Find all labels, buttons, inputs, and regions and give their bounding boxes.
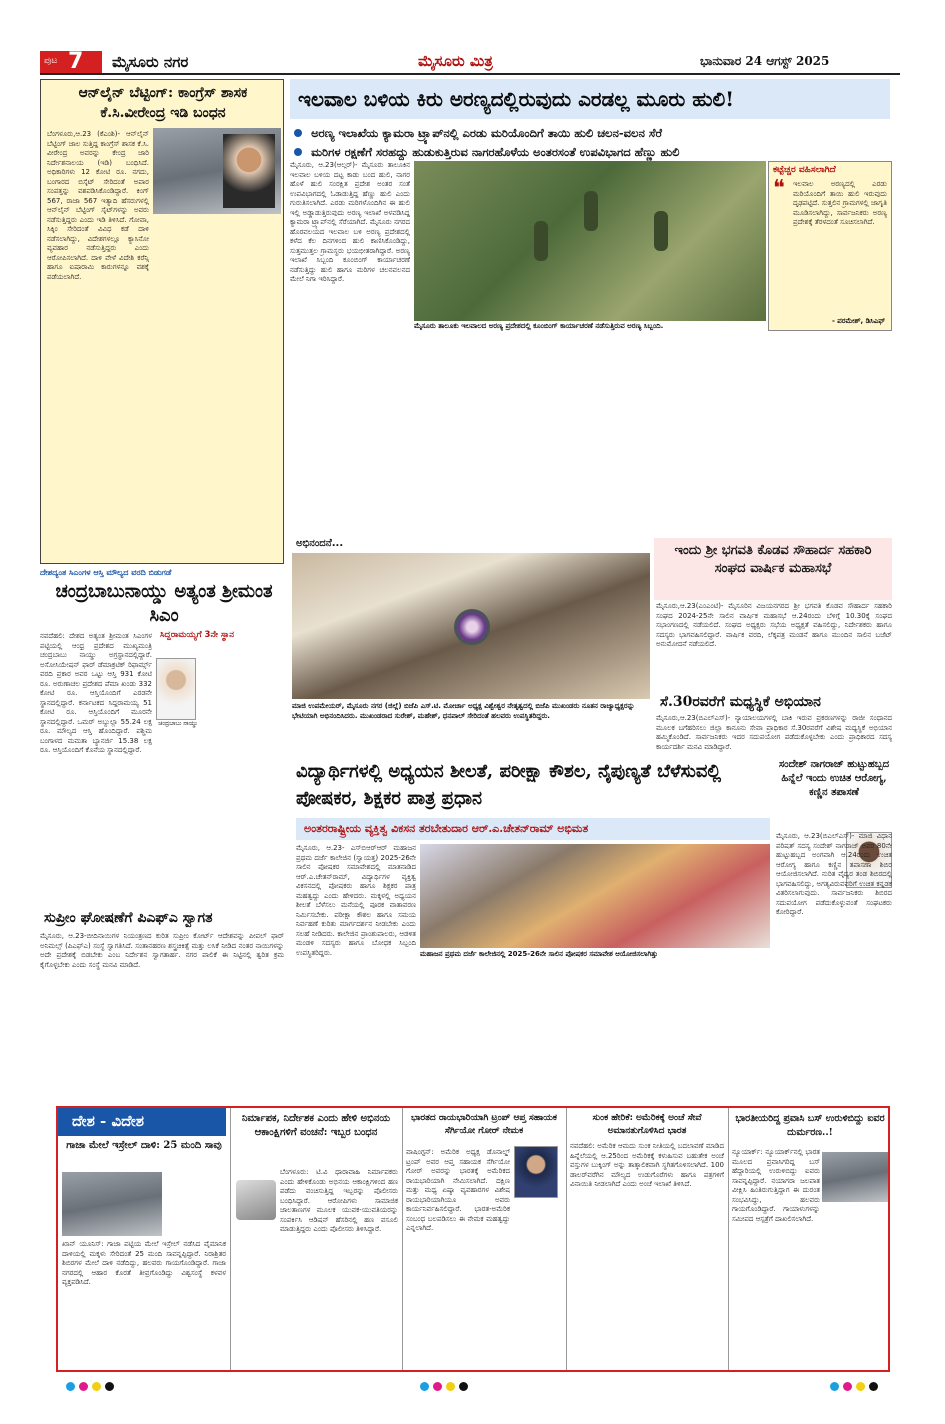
lead-body-col4 [652,333,764,531]
campaign-body: ಮೈಸೂರು,ಆ.23(ಬಿಎಲ್‌ಎಸ್)- ನ್ಯಾಯಾಲಯಗಳಲ್ಲಿ ಬಾಕಿ ಇರುವ ಪ್ರಕರಣಗಳನ್ನು ರಾಜೀ ಸಂಧಾನದ ಮೂಲಕ ಬಗೆಹರಿಸಲು ಜಿಲ್ಲಾ ಕಾನೂನು ಸೇವಾ ಪ್ರಾಧಿಕಾರ ಸೆ.30ರವರೆಗೆ ವಿಶೇಷ ಮಧ್ಯಸ್ಥಿಕೆ ಅಭಿಯಾನ ಹಮ್ಮಿಕೊಂಡಿದೆ. ಸಾರ್ವಜನಿಕರು ಇದರ ಸದುಪಯೋಗ ಪಡೆದುಕೊಳ್ಳಬೇಕು ಎಂದು ಪ್ರಾಧಿಕಾರದ ಸದಸ್ಯ ಕಾರ್ಯದರ್ಶಿ ಮನವಿ ಮಾಡಿದ್ದಾರೆ. [656,714,892,751]
nepal-body: ನ್ಯೂಯಾರ್ಕ್: ನ್ಯೂಯಾರ್ಕ್‌ನಲ್ಲಿ ಭಾರತ ಮೂಲದ ಪ್ರವಾಸಿಗರಿದ್ದ ಬಸ್ ಹೆದ್ದಾರಿಯಲ್ಲಿ ಉರುಳಿಬಿದ್ದು ಐವರು ಸಾವನ್ನಪ್ಪಿದ್ದಾರೆ. ನಯಾಗರಾ ಜಲಪಾತ ವೀಕ್ಷಿಸಿ ಹಿಂತಿರುಗುತ್ತಿದ್ದಾಗ ಈ ದುರಂತ ಸಂಭವಿಸಿದ್ದು, ಹಲವರು ಗಾಯಗೊಂಡಿದ್ದಾರೆ. ಗಾಯಾಳುಗಳನ್ನು ಸಮೀಪದ ಆಸ್ಪತ್ರೆಗೆ ದಾಖಲಿಸಲಾಗಿದೆ. [732,1148,820,1223]
page-number: 7 [68,49,84,74]
naidu-kicker: ದೇಶದ್ಯಂತ ಸಿಎಂಗಳ ಆಸ್ತಿ ಮೌಲ್ಯದ ವರದಿ ಬಿಡುಗಡೆ [40,568,172,577]
handcuff-photo [236,1180,276,1220]
cooperative-box [654,538,892,600]
postal-headline: ಸುಂಕ ಹೇರಿಕೆ: ಅಮೆರಿಕಕ್ಕೆ ಅಂಚೆ ಸೇವೆ ಅಮಾನತುಗೊಳಿಸಿದ ಭಾರತ [592,1113,702,1136]
forest-staff-figure [654,211,668,251]
world-divider [566,1108,567,1370]
lead-bullet-2: ಮರಿಗಳ ರಕ್ಷಣೆಗೆ ಸರಹದ್ದು ಹುಡುಕುತ್ತಿರುವ ನಾಗರಹೊಳೆಯ ಅಂತರಸಂತೆ ಉಪವಿಭಾಗದ ಹೆಣ್ಣು ಹುಲಿ [294,141,890,159]
bullet-icon [294,148,302,156]
students-headline: ವಿದ್ಯಾರ್ಥಿಗಳಲ್ಲಿ ಅಧ್ಯಯನ ಶೀಲತೆ, ಪರೀಕ್ಷಾ ಕೌಶಲ, ನೈಪುಣ್ಯತೆ ಬೆಳೆಸುವಲ್ಲಿ ಪೋಷಕರ, ಶಿಕ್ಷಕರ ಪಾತ್ರ ಪ್ರಧಾನ [296,761,722,809]
naidu-sub: ಸಿದ್ದರಾಮಯ್ಯಗೆ 3ನೇ ಸ್ಥಾನ [160,630,235,640]
bus-photo [822,1152,888,1202]
world-divider [402,1108,403,1370]
lead-bullet-1: ಅರಣ್ಯ ಇಲಾಖೆಯ ಕ್ಯಾಮರಾ ಟ್ರ್ಯಾಪ್‌ನಲ್ಲಿ ಎರಡು ಮರಿಯೊಂದಿಗೆ ತಾಯಿ ಹುಲಿ ಚಲನ-ವಲನ ಸೆರೆ [294,122,890,140]
lead-body-col2 [414,333,524,531]
naidu-photo [156,658,196,720]
quote-author: - ಪರಮೇಶ್, ಡಿಸಿಎಫ್ [831,317,885,325]
students-body-col3 [536,962,652,1100]
campaign-headline: ಸೆ.30ರವರೆಗೆ ಮಧ್ಯಸ್ಥಿಕೆ ಅಭಿಯಾನ [660,694,821,710]
felicitation-caption: ಮಾಜಿ ಉಪಮೇಯರ್, ಮೈಸೂರು ನಗರ (ಜಿಲ್ಲೆ) ಬಿಜೆಪಿ ಎಸ್‌.ಟಿ. ಮೋರ್ಚಾ ಅಧ್ಯಕ್ಷ ವಿಶ್ವೇಶ್ವರ ನೇತೃತ್ವದಲ್ಲಿ ಬಿಜೆಪಿ ಮುಖಂಡರು ನೂತನ ರಾಜ್ಯಾಧ್ಯಕ್ಷರನ್ನು ಭೇಟಿಯಾಗಿ ಅಭಿನಂದಿಸಿದರು. ಮುಖಂಡರಾದ ಸುರೇಶ್, ಮಹೇಶ್, ಧನಪಾಲ್ ಸೇರಿದಂತೆ ಹಲವರು ಉಪಸ್ಥಿತರಿದ್ದರು. [292,702,635,720]
forest-staff-figure [534,221,548,261]
betting-article [40,79,284,564]
pfa-headline: ಸುಪ್ರೀಂ ಘೋಷಣೆಗೆ ಪಿಎಫ್‌ಎ ಸ್ವಾಗತ [44,910,213,926]
film-headline: ನಿರ್ಮಾಪಕ, ನಿರ್ದೇಶಕ ಎಂದು ಹೇಳಿ ಅಭಿನಯ ಆಕಾಂಕ್ಷಿಗಳಿಗೆ ವಂಚನೆ: ಇಬ್ಬರ ಬಂಧನ [241,1113,391,1138]
naidu-body-cont [200,650,284,880]
world-divider [728,1108,729,1370]
betting-body-cont [153,220,279,560]
students-sub-box [296,818,770,840]
section-name: ಮೈಸೂರು ನಗರ [112,53,189,71]
gaza-body: ಖಾನ್ ಯೂನಿಸ್: ಗಾಜಾ ಪಟ್ಟಿಯ ಮೇಲೆ ಇಸ್ರೇಲ್ ನಡೆಸಿದ ವೈಮಾನಿಕ ದಾಳಿಯಲ್ಲಿ ಮಕ್ಕಳು ಸೇರಿದಂತೆ 25 ಮಂದಿ ಸಾವನ್ನಪ್ಪಿದ್ದಾರೆ. ನಿರಾಶ್ರಿತರ ಶಿಬಿರಗಳ ಮೇಲೆ ದಾಳಿ ನಡೆದಿದ್ದು, ಹಲವರು ಗಾಯಗೊಂಡಿದ್ದಾರೆ. ಗಾಜಾ ನಗರದಲ್ಲಿ ಆಹಾರ ಕೊರತೆ ತೀವ್ರಗೊಂಡಿದ್ದು ವಿಶ್ವಸಂಸ್ಥೆ ಕಳವಳ ವ್ಯಕ್ತಪಡಿಸಿದೆ. [62,1240,226,1286]
students-body: ಮೈಸೂರು, ಆ.23- ಎಸ್‌ಬಿಆರ್‌ಆರ್ ಮಹಾಜನ ಪ್ರಥಮ ದರ್ಜೆ ಕಾಲೇಜಿನ (ಸ್ವಾಯತ್ತ) 2025-26ನೇ ಸಾಲಿನ ಪೋಷಕರ ಸಮಾವೇಶದಲ್ಲಿ ಮಾತನಾಡಿದ ಆರ್.ಎ.ಚೇತನ್‌ರಾಮ್, ವಿದ್ಯಾರ್ಥಿಗಳ ವ್ಯಕ್ತಿತ್ವ ವಿಕಸನದಲ್ಲಿ ಪೋಷಕರು ಹಾಗೂ ಶಿಕ್ಷಕರ ಪಾತ್ರ ಮಹತ್ವದ್ದು ಎಂದು ಹೇಳಿದರು. ಮಕ್ಕಳಲ್ಲಿ ಅಧ್ಯಯನ ಶೀಲತೆ ಬೆಳೆಸಲು ಮನೆಯಲ್ಲಿ ಪೂರಕ ವಾತಾವರಣ ನಿರ್ಮಿಸಬೇಕು. ಪರೀಕ್ಷಾ ಕೌಶಲ ಹಾಗೂ ಸಮಯ ನಿರ್ವಹಣೆ ಕುರಿತು ಮಾರ್ಗದರ್ಶನ ನೀಡಬೇಕು ಎಂದು ಸಲಹೆ ನೀಡಿದರು. ಕಾಲೇಜಿನ ಪ್ರಾಂಶುಪಾಲರು, ಆಡಳಿತ ಮಂಡಳಿ ಸದಸ್ಯರು ಹಾಗೂ ಬೋಧಕ ಸಿಬ್ಬಂದಿ ಉಪಸ್ಥಿತರಿದ್ದರು. [296,844,416,957]
film-body: ಬೆಂಗಳೂರು: ಟಿ.ವಿ ಧಾರಾವಾಹಿ ನಿರ್ಮಾಪಕರು ಎಂದು ಹೇಳಿಕೊಂಡು ಅಭಿನಯ ಆಕಾಂಕ್ಷಿಗಳಿಂದ ಹಣ ಪಡೆದು ವಂಚಿಸುತ್ತಿದ್ದ ಇಬ್ಬರನ್ನು ಪೊಲೀಸರು ಬಂಧಿಸಿದ್ದಾರೆ. ಆರೋಪಿಗಳು ಸಾಮಾಜಿಕ ಜಾಲತಾಣಗಳ ಮೂಲಕ ಯುವಕ-ಯುವತಿಯರನ್ನು ಸಂಪರ್ಕಿಸಿ ಆಡಿಷನ್ ಹೆಸರಿನಲ್ಲಿ ಹಣ ವಸೂಲಿ ಮಾಡುತ್ತಿದ್ದರು ಎಂದು ಪೊಲೀಸರು ತಿಳಿಸಿದ್ದಾರೆ. [280,1168,398,1233]
lead-body-col3 [528,333,648,531]
nepal-headline: ಭಾರತೀಯರಿದ್ದ ಪ್ರವಾಸಿ ಬಸ್ ಉರುಳಿಬಿದ್ದು ಐವರ ದುರ್ಮರಣ..! [735,1113,885,1138]
quote-title: ಕಟ್ಟೆಚ್ಚರ ವಹಿಸಲಾಗಿದೆ [773,165,836,175]
color-registration-dots [420,1376,472,1395]
forest-staff-figure [584,191,598,231]
envoy-photo [514,1146,558,1198]
sandesh-body: ಮೈಸೂರು, ಆ.23(ಬಿಎಲ್‌ಎಸ್)- ಮಾಜಿ ವಿಧಾನ ಪರಿಷತ್ ಸದಸ್ಯ ಸಂದೇಶ್ ನಾಗರಾಜ್ ಅವರ 80ನೇ ಹುಟ್ಟುಹಬ್ಬದ ಅಂಗವಾಗಿ ಆ.24ರಂದು ಉಚಿತ ಆರೋಗ್ಯ ಹಾಗೂ ಕಣ್ಣಿನ ತಪಾಸಣಾ ಶಿಬಿರ ಆಯೋಜಿಸಲಾಗಿದೆ. ನುರಿತ ವೈದ್ಯರ ತಂಡ ಶಿಬಿರದಲ್ಲಿ ಭಾಗವಹಿಸಲಿದ್ದು, ಅಗತ್ಯವಿರುವವರಿಗೆ ಉಚಿತ ಕನ್ನಡಕ ವಿತರಿಸಲಾಗುವುದು. ಸಾರ್ವಜನಿಕರು ಶಿಬಿರದ ಸದುಪಯೋಗ ಪಡೆದುಕೊಳ್ಳುವಂತೆ ಸಂಘಟಕರು ಕೋರಿದ್ದಾರೆ. [776,832,892,916]
page-label-box [40,51,102,73]
world-divider [230,1108,231,1370]
bullet-icon [294,129,302,137]
betting-headline: ಆನ್‌ಲೈನ್ ಬೆಟ್ಟಿಂಗ್: ಕಾಂಗ್ರೆಸ್ ಶಾಸಕ ಕೆ.ಸಿ.ವೀರೇಂದ್ರ ಇಡಿ ಬಂಧನ [78,85,248,121]
lead-photo-caption: ಮೈಸೂರು ತಾಲೂಕು ಇಲವಾಲದ ಅರಣ್ಯ ಪ್ರದೇಶದಲ್ಲಿ ಕೂಂಬಿಂಗ್ ಕಾರ್ಯಾಚರಣೆ ನಡೆಸುತ್ತಿರುವ ಅರಣ್ಯ ಸಿಬ್ಬಂದಿ. [414,322,664,330]
pfa-body: ಮೈಸೂರು, ಆ.23-ಬೀದಿನಾಯಿಗಳ ನಿಯಂತ್ರಣದ ಕುರಿತ ಸುಪ್ರೀಂ ಕೋರ್ಟ್ ಆದೇಶವನ್ನು ಪೀಪಲ್ ಫಾರ್ ಅನಿಮಲ್ಸ್ (ಪಿಎಫ್‌ಎ) ಸಂಸ್ಥೆ ಸ್ವಾಗತಿಸಿದೆ. ಸಂತಾನಹರಣ ಶಸ್ತ್ರಚಿಕಿತ್ಸೆ ಮತ್ತು ಲಸಿಕೆ ನೀಡಿದ ನಂತರ ನಾಯಿಗಳನ್ನು ಅದೇ ಪ್ರದೇಶಕ್ಕೆ ಬಿಡಬೇಕು ಎಂಬ ನಿರ್ದೇಶನ ಸ್ವಾಗತಾರ್ಹ. ನಗರ ಪಾಲಿಕೆ ಈ ನಿಟ್ಟಿನಲ್ಲಿ ತ್ವರಿತ ಕ್ರಮ ಕೈಗೊಳ್ಳಬೇಕು ಎಂದು ಸಂಸ್ಥೆ ಮನವಿ ಮಾಡಿದೆ. [40,932,284,969]
quote-mark-icon: ❝ [773,176,785,201]
lead-quote-box [768,161,892,331]
page-label: ಪುಟ [44,56,58,66]
cooperative-headline: ಇಂದು ಶ್ರೀ ಭಗವತಿ ಕೊಡವ ಸೌಹಾರ್ದ ಸಹಕಾರಿ ಸಂಘದ ವಾರ್ಷಿಕ ಮಹಾಸಭೆ [674,543,872,576]
naidu-photo-label: ಚಂದ್ರಬಾಬು ನಾಯ್ಡು [158,720,198,727]
lead-headline-box [290,79,890,119]
sandesh-headline: ಸಂದೇಶ್ ನಾಗರಾಜ್ ಹುಟ್ಟುಹಬ್ಬದ ಹಿನ್ನೆಲೆ ಇಂದು ಉಚಿತ ಆರೋಗ್ಯ, ಕಣ್ಣಿನ ತಪಾಸಣೆ [778,759,890,798]
color-registration-dots [830,1376,882,1395]
betting-mla-photo [223,134,275,208]
felicitation-photo [292,553,650,699]
envoy-headline: ಭಾರತದ ರಾಯಭಾರಿಯಾಗಿ ಟ್ರಂಪ್ ಆಪ್ತ ಸಹಾಯಕ ಸೆರ್ಗಿಯೋ ಗೋರ್ ನೇಮಕ [411,1113,557,1136]
students-body-col2 [420,962,532,1100]
cooperative-body: ಮೈಸೂರು,ಆ.23(ಎಂಎಂಟಿ)- ಮೈಸೂರಿನ ವಿಜಯನಗರದ ಶ್ರೀ ಭಗವತಿ ಕೊಡವ ಸೌಹಾರ್ದ ಸಹಕಾರಿ ಸಂಘದ 2024-25ನೇ ಸಾಲಿನ ವಾರ್ಷಿಕ ಮಹಾಸಭೆ ಆ.24ರಂದು ಬೆಳಿಗ್ಗೆ 10.30ಕ್ಕೆ ಸಂಘದ ಸಭಾಂಗಣದಲ್ಲಿ ನಡೆಯಲಿದೆ. ಸಂಘದ ಅಧ್ಯಕ್ಷರು ಸಭೆಯ ಅಧ್ಯಕ್ಷತೆ ವಹಿಸಲಿದ್ದು, ನಿರ್ದೇಶಕರು ಹಾಗೂ ಸದಸ್ಯರು ಭಾಗವಹಿಸಲಿದ್ದಾರೆ. ವಾರ್ಷಿಕ ವರದಿ, ಲೆಕ್ಕಪತ್ರ ಮಂಡನೆ ಹಾಗೂ ಮುಂದಿನ ಸಾಲಿನ ಬಜೆಟ್ ಅನುಮೋದನೆ ನಡೆಯಲಿದೆ. [656,602,892,648]
color-registration-dots [66,1376,118,1395]
world-section-title-box [58,1108,226,1136]
world-section [56,1106,890,1372]
lead-photo [414,161,766,321]
quote-text: ಇಲವಾಲ ಅರಣ್ಯದಲ್ಲಿ ಎರಡು ಮರಿಯೊಂದಿಗೆ ತಾಯಿ ಹುಲಿ ಇರುವುದು ದೃಢಪಟ್ಟಿದೆ. ಸುತ್ತಲಿನ ಗ್ರಾಮಗಳಲ್ಲಿ ಜಾಗೃತಿ ಮೂಡಿಸಲಾಗಿದ್ದು, ಸಾರ್ವಜನಿಕರು ಅರಣ್ಯ ಪ್ರದೇಶಕ್ಕೆ ತೆರಳದಂತೆ ಸೂಚಿಸಲಾಗಿದೆ. [793,180,887,226]
students-photo [420,844,770,948]
naidu-body: ನವದೆಹಲಿ: ದೇಶದ ಅತ್ಯಂತ ಶ್ರೀಮಂತ ಸಿಎಂಗಳ ಪಟ್ಟಿಯಲ್ಲಿ ಆಂಧ್ರ ಪ್ರದೇಶದ ಮುಖ್ಯಮಂತ್ರಿ ಚಂದ್ರಬಾಬು ನಾಯ್ಡು ಅಗ್ರಸ್ಥಾನದಲ್ಲಿದ್ದಾರೆ. ಅಸೋಸಿಯೇಷನ್ ಫಾರ್ ಡೆಮಾಕ್ರಟಿಕ್ ರಿಫಾರ್ಮ್ಸ್ ವರದಿ ಪ್ರಕಾರ ಅವರ ಒಟ್ಟು ಆಸ್ತಿ 931 ಕೋಟಿ ರೂ. ಅರುಣಾಚಲ ಪ್ರದೇಶದ ಪೆಮಾ ಖಂಡು 332 ಕೋಟಿ ರೂ. ಆಸ್ತಿಯೊಂದಿಗೆ ಎರಡನೇ ಸ್ಥಾನದಲ್ಲಿದ್ದಾರೆ. ಕರ್ನಾಟಕದ ಸಿದ್ದರಾಮಯ್ಯ 51 ಕೋಟಿ ರೂ. ಆಸ್ತಿಯೊಂದಿಗೆ ಮೂರನೇ ಸ್ಥಾನದಲ್ಲಿದ್ದಾರೆ. ಒಮರ್ ಅಬ್ದುಲ್ಲಾ 55.24 ಲಕ್ಷ ರೂ. ಮೌಲ್ಯದ ಆಸ್ತಿ ಹೊಂದಿದ್ದಾರೆ. ಪಶ್ಚಿಮ ಬಂಗಾಳದ ಮಮತಾ ಬ್ಯಾನರ್ಜಿ 15.38 ಲಕ್ಷ ರೂ. ಆಸ್ತಿಯೊಂದಿಗೆ ಕೊನೆಯ ಸ್ಥಾನದಲ್ಲಿದ್ದಾರೆ. [40,632,152,754]
lead-headline: ಇಲವಾಲ ಬಳಿಯ ಕಿರು ಅರಣ್ಯದಲ್ಲಿರುವುದು ಎರಡಲ್ಲ ಮೂರು ಹುಲಿ! [298,87,734,111]
bouquet-icon [454,609,490,645]
postal-body: ನವದೆಹಲಿ: ಅಮೆರಿಕ ಆಮದು ಸುಂಕ ನೀತಿಯಲ್ಲಿ ಬದಲಾವಣೆ ಮಾಡಿದ ಹಿನ್ನೆಲೆಯಲ್ಲಿ ಆ.25ರಿಂದ ಅಮೆರಿಕಕ್ಕೆ ಕಳುಹಿಸುವ ಬಹುತೇಕ ಅಂಚೆ ವಸ್ತುಗಳ ಬುಕ್ಕಿಂಗ್ ಅನ್ನು ತಾತ್ಕಾಲಿಕವಾಗಿ ಸ್ಥಗಿತಗೊಳಿಸಲಾಗಿದೆ. 100 ಡಾಲರ್‌ವರೆಗಿನ ಮೌಲ್ಯದ ಉಡುಗೊರೆಗಳು ಹಾಗೂ ಪತ್ರಗಳಿಗೆ ವಿನಾಯಿತಿ ನೀಡಲಾಗಿದೆ ಎಂದು ಅಂಚೆ ಇಲಾಖೆ ತಿಳಿಸಿದೆ. [570,1142,724,1188]
naidu-headline: ಚಂದ್ರಬಾಬುನಾಯ್ಡು ಅತ್ಯಂತ ಶ್ರೀಮಂತ ಸಿಎಂ [55,581,273,626]
world-section-title: ದೇಶ - ವಿದೇಶ [72,1112,145,1130]
masthead [40,49,900,75]
students-photo-caption: ಮಹಾಜನ ಪ್ರಥಮ ದರ್ಜೆ ಕಾಲೇಜಿನಲ್ಲಿ 2025-26ನೇ ಸಾಲಿನ ಪೋಷಕರ ಸಮಾವೇಶ ಆಯೋಜಿಸಲಾಗಿತ್ತು [420,950,658,958]
envoy-body: ವಾಷಿಂಗ್ಟನ್: ಅಮೆರಿಕ ಅಧ್ಯಕ್ಷ ಡೊನಾಲ್ಡ್ ಟ್ರಂಪ್ ಅವರ ಆಪ್ತ ಸಹಾಯಕ ಸೆರ್ಗಿಯೋ ಗೋರ್ ಅವರನ್ನು ಭಾರತಕ್ಕೆ ಅಮೆರಿಕದ ರಾಯಭಾರಿಯಾಗಿ ನೇಮಿಸಲಾಗಿದೆ. ದಕ್ಷಿಣ ಮತ್ತು ಮಧ್ಯ ಏಷ್ಯಾ ವ್ಯವಹಾರಗಳ ವಿಶೇಷ ರಾಯಭಾರಿಯಾಗಿಯೂ ಅವರು ಕಾರ್ಯನಿರ್ವಹಿಸಲಿದ್ದಾರೆ. ಭಾರತ-ಅಮೆರಿಕ ಸಂಬಂಧ ಬಲಪಡಿಸಲು ಈ ನೇಮಕ ಮಹತ್ವದ್ದು ಎನ್ನಲಾಗಿದೆ. [406,1148,510,1232]
date-line: ಭಾನುವಾರ 24 ಆಗಸ್ಟ್ 2025 [700,54,830,68]
gaza-headline: ಗಾಜಾ ಮೇಲೆ ಇಸ್ರೇಲ್ ದಾಳಿ: 25 ಮಂದಿ ಸಾವು [66,1140,222,1151]
betting-body: ಬೆಂಗಳೂರು,ಆ.23 (ಕೆಎಂಶಿ)- ಆನ್‌ಲೈನ್ ಬೆಟ್ಟಿಂಗ್ ಜಾಲ ಸುತ್ತಿದ್ದ ಕಾಂಗ್ರೆಸ್ ಶಾಸಕ ಕೆ.ಸಿ. ವೀರೇಂದ್ರ ಅವರನ್ನು ಕೇಂದ್ರ ಜಾರಿ ನಿರ್ದೇಶನಾಲಯ (ಇಡಿ) ಬಂಧಿಸಿದೆ. ಅಧಿಕಾರಿಗಳು 12 ಕೋಟಿ ರೂ. ನಗದು, ಬಂಗಾರದ ಬಿಸ್ಕೆಟ್ ಸೇರಿದಂತೆ ಅಪಾರ ಸಂಪತ್ತನ್ನು ವಶಪಡಿಸಿಕೊಂಡಿದ್ದಾರೆ. ಕಿಂಗ್ 567, ರಾಜಾ 567 ಇತ್ಯಾದಿ ಹೆಸರುಗಳಲ್ಲಿ ಆನ್‌ಲೈನ್ ಬೆಟ್ಟಿಂಗ್ ಸೈಟ್‌ಗಳನ್ನು ಅವರು ನಡೆಸುತ್ತಿದ್ದರು ಎಂದು ಇಡಿ ತಿಳಿಸಿದೆ. ಗೋವಾ, ಸಿಕ್ಕಿಂ ಸೇರಿದಂತೆ ವಿವಿಧ ಕಡೆ ದಾಳಿ ನಡೆಸಲಾಗಿದ್ದು, ವಿದೇಶಗಳಲ್ಲೂ ಕ್ಯಾಸಿನೋ ವ್ಯವಹಾರ ನಡೆಸುತ್ತಿದ್ದರು ಎಂದು ಆರೋಪಿಸಲಾಗಿದೆ. ದಾಳಿ ವೇಳೆ ವಿದೇಶಿ ಕರೆನ್ಸಿ ಹಾಗೂ ಐಷಾರಾಮಿ ಕಾರುಗಳನ್ನೂ ವಶಕ್ಕೆ ಪಡೆಯಲಾಗಿದೆ. [47,130,149,281]
paper-name: ಮೈಸೂರು ಮಿತ್ರ [418,52,493,70]
lead-body: ಮೈಸೂರು, ಆ.23(ಆಲ್ಗರ್)- ಮೈಸೂರು ತಾಲೂಕಿನ ಇಲವಾಲ ಬಳಿಯ ದಟ್ಟ ಕಾಡು ಬಂದ ಹುಲಿ, ನಾಗರ ಹೊಳೆ ಹುಲಿ ಸಂರಕ್ಷಿತ ಪ್ರದೇಶ ಅಂತರ ಸಂತೆ ಉಪವಿಭಾಗದಲ್ಲಿ ಓಡಾಡುತ್ತಿದ್ದ ಹೆಣ್ಣು ಹುಲಿ ಎಂದು ಗುರುತಿಸಲಾಗಿದೆ. ಎರಡು ಮರಿಗಳೊಂದಿಗಿನ ಈ ಹುಲಿ ಇಲ್ಲಿ ಅಡ್ಡಾಡುತ್ತಿರುವುದು ಅರಣ್ಯ ಇಲಾಖೆ ಅಳವಡಿಸಿದ್ದ ಕ್ಯಾಮರಾ ಟ್ರ್ಯಾಪ್‌ನಲ್ಲಿ ಸೆರೆಯಾಗಿದೆ. ಮೈಸೂರು ನಗರದ ಹೊರವಲಯದ ಇಲವಾಲ ಬಳಿ ಅರಣ್ಯ ಪ್ರದೇಶದಲ್ಲಿ ಕಳೆದ ಕೆಲ ದಿನಗಳಿಂದ ಹುಲಿ ಕಾಣಿಸಿಕೊಂಡಿದ್ದು, ಸುತ್ತಮುತ್ತಲ ಗ್ರಾಮಸ್ಥರು ಭಯಭೀತರಾಗಿದ್ದಾರೆ. ಅರಣ್ಯ ಇಲಾಖೆ ಸಿಬ್ಬಂದಿ ಕೂಂಬಿಂಗ್ ಕಾರ್ಯಾಚರಣೆ ನಡೆಸುತ್ತಿದ್ದು ಹುಲಿ ಹಾಗೂ ಮರಿಗಳ ಚಲನವಲನದ ಮೇಲೆ ನಿಗಾ ಇರಿಸಿದ್ದಾರೆ. [290,161,410,283]
students-sub: ಅಂತರರಾಷ್ಟ್ರೀಯ ವ್ಯಕ್ತಿತ್ವ ವಿಕಸನ ತರಬೇತುದಾರ ಆರ್.ಎ.ಚೇತನ್‌ರಾಮ್ ಅಭಿಮತ [304,822,589,835]
gaza-photo [62,1172,162,1236]
felicitation-label: ಅಭಿನಂದನೆ... [296,538,344,549]
students-body-col4 [656,962,770,1100]
lead-body-col5 [768,333,892,531]
